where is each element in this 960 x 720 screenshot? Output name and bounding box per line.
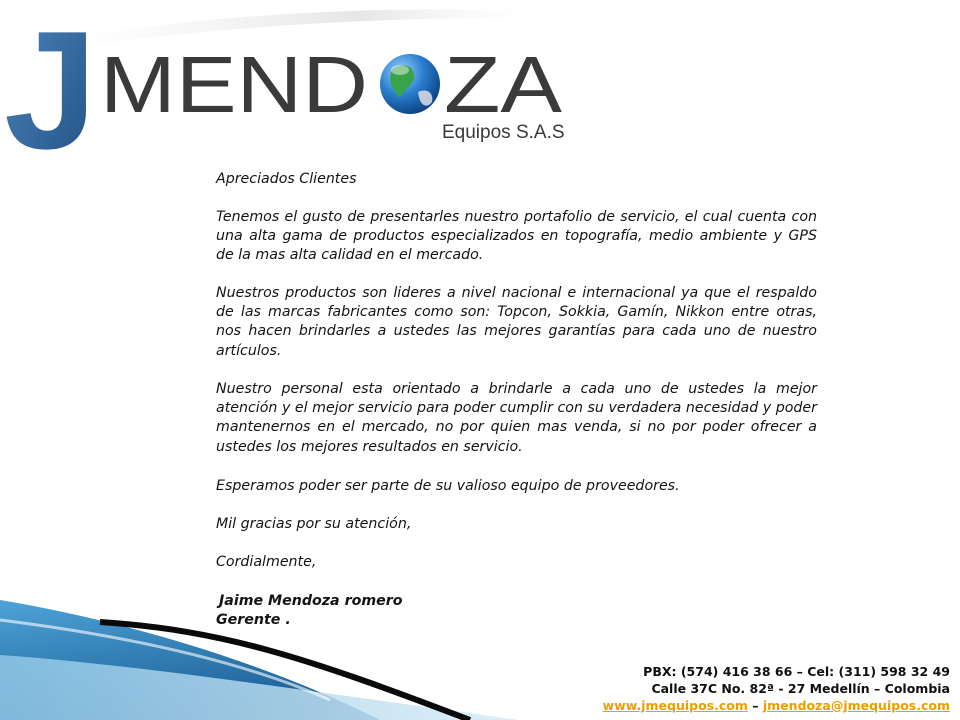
logo-initial: J <box>4 0 98 160</box>
website-link[interactable]: www.jmequipos.com <box>602 698 748 713</box>
paragraph-products: Nuestros productos son lideres a nivel nacional e internacional ya que el respaldo de las marcas fabricantes como son: Topcon, Sokkia, Gamín, Nikkon entre otras, nos hacen brindarles a ustedes las mejores garantías para cada uno de nuestro artículos. <box>216 285 817 359</box>
footer-separator: – <box>752 698 759 713</box>
footer-links <box>603 698 950 713</box>
email-link[interactable]: jmendoza@jmequipos.com <box>762 698 950 713</box>
salutation: Apreciados Clientes <box>216 171 357 187</box>
paragraph-staff: Nuestro personal esta orientado a brindarle a cada uno de ustedes la mejor atención y el mejor servicio para poder cumplir con su verdadera necesidad y poder mantenernos en el mercado, no por quien mas venda, si no por poder ofrecer a ustedes los mejores resultados en servicio. <box>216 381 817 455</box>
decorative-wave <box>0 560 960 720</box>
signer-title: Gerente . <box>216 612 291 628</box>
logo-letters-a: MEND <box>100 40 368 129</box>
paragraph-intro: Tenemos el gusto de presentarles nuestro portafolio de servicio, el cual cuenta con una alta gama de productos especializados en topografía, medio ambiente y GPS de la mas alta calidad en el mercado. <box>216 209 817 264</box>
logo-letters-b: ZA <box>444 40 563 129</box>
paragraph-hope: Esperamos poder ser parte de su valioso equipo de proveedores. <box>216 478 680 494</box>
signer-name: Jaime Mendoza romero <box>219 593 403 609</box>
footer-address: Calle 37C No. 82ª - 27 Medellín – Colombia <box>651 681 950 696</box>
company-logo <box>0 0 600 160</box>
footer-phones: PBX: (574) 416 38 66 – Cel: (311) 598 32 49 <box>643 664 950 679</box>
globe-icon <box>380 54 440 114</box>
logo-tagline: Equipos S.A.S <box>442 122 565 143</box>
closing-line: Cordialmente, <box>216 554 317 570</box>
thanks-line: Mil gracias por su atención, <box>216 516 412 532</box>
